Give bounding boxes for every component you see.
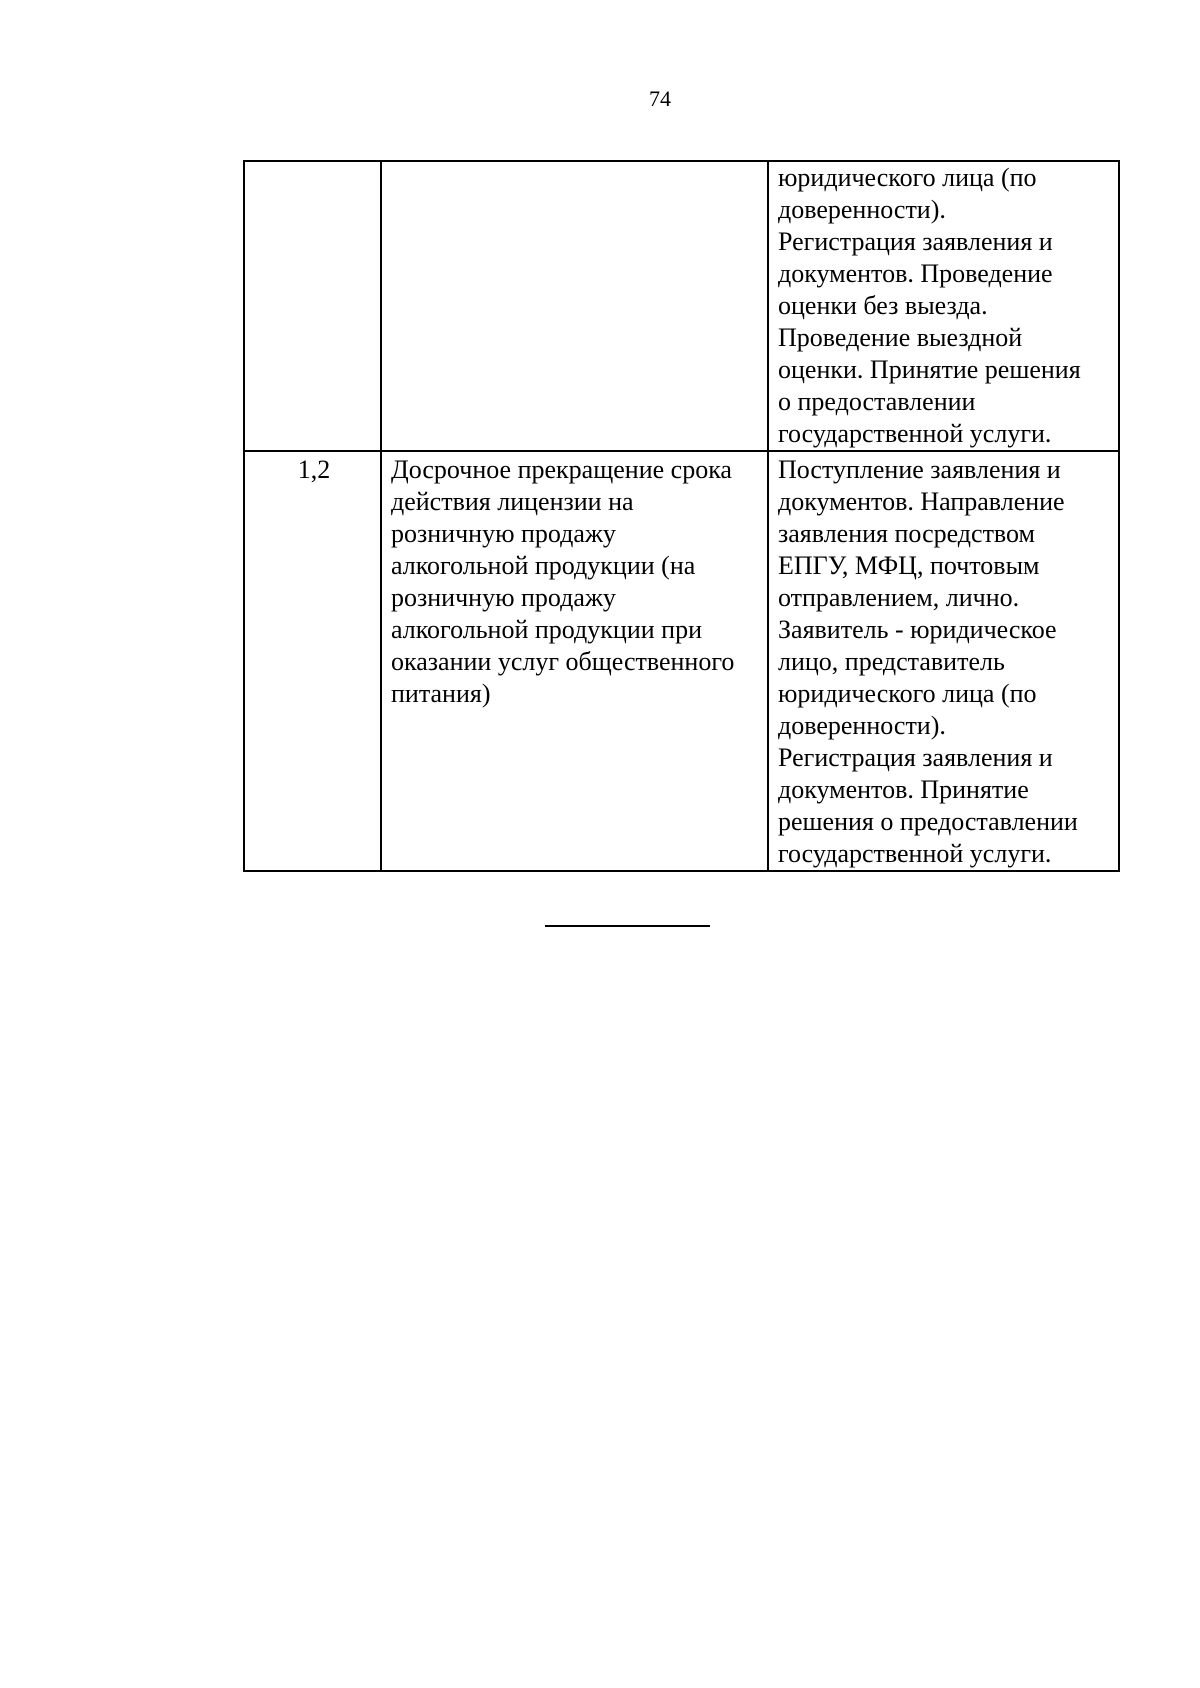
- service-name-cell: [381, 161, 768, 451]
- description-line: Проведение выездной: [778, 323, 1023, 352]
- description-line: Регистрация заявления и: [778, 743, 1053, 772]
- description-line: оценки. Принятие решения: [778, 355, 1081, 384]
- description-line: лицо, представитель: [778, 647, 1005, 676]
- description-line: Поступление заявления и: [778, 455, 1061, 484]
- description-line: отправлением, лично.: [778, 583, 1020, 612]
- description-line: о предоставлении: [778, 387, 976, 416]
- description-line: документов. Принятие: [778, 775, 1029, 804]
- description-line: юридического лица (по: [778, 679, 1037, 708]
- description-line: решения о предоставлении: [778, 807, 1078, 836]
- procedure-description-cell: [768, 451, 1119, 871]
- service-name-line: алкогольной продукции (на: [391, 551, 696, 580]
- description-line: юридического лица (по: [778, 163, 1037, 192]
- service-name-line: розничную продажу: [391, 519, 616, 548]
- service-name-cell: [381, 451, 768, 871]
- end-of-document-rule: [545, 925, 710, 927]
- description-line: оценки без выезда.: [778, 291, 988, 320]
- description-line: Регистрация заявления и: [778, 227, 1053, 256]
- description-line: доверенности).: [778, 711, 946, 740]
- description-line: Заявитель - юридическое: [778, 615, 1057, 644]
- description-line: государственной услуги.: [778, 839, 1052, 868]
- services-table: [243, 160, 1120, 872]
- service-name-line: питания): [391, 679, 491, 708]
- description-line: доверенности).: [778, 195, 946, 224]
- description-line: государственной услуги.: [778, 419, 1052, 448]
- service-name-line: Досрочное прекращение срока: [391, 455, 732, 484]
- page-number: 74: [649, 86, 671, 111]
- service-name-line: розничную продажу: [391, 583, 616, 612]
- description-line: ЕПГУ, МФЦ, почтовым: [778, 551, 1040, 580]
- table-row: [244, 161, 1119, 451]
- table-row: [244, 451, 1119, 871]
- row-number-cell: [244, 161, 381, 451]
- service-name-line: оказании услуг общественного: [391, 647, 735, 676]
- service-name-line: действия лицензии на: [391, 487, 634, 516]
- row-number-cell: 1,2: [244, 451, 381, 871]
- description-line: заявления посредством: [778, 519, 1035, 548]
- service-name-line: алкогольной продукции при: [391, 615, 702, 644]
- description-line: документов. Проведение: [778, 259, 1053, 288]
- procedure-description-cell: [768, 161, 1119, 451]
- description-line: документов. Направление: [778, 487, 1065, 516]
